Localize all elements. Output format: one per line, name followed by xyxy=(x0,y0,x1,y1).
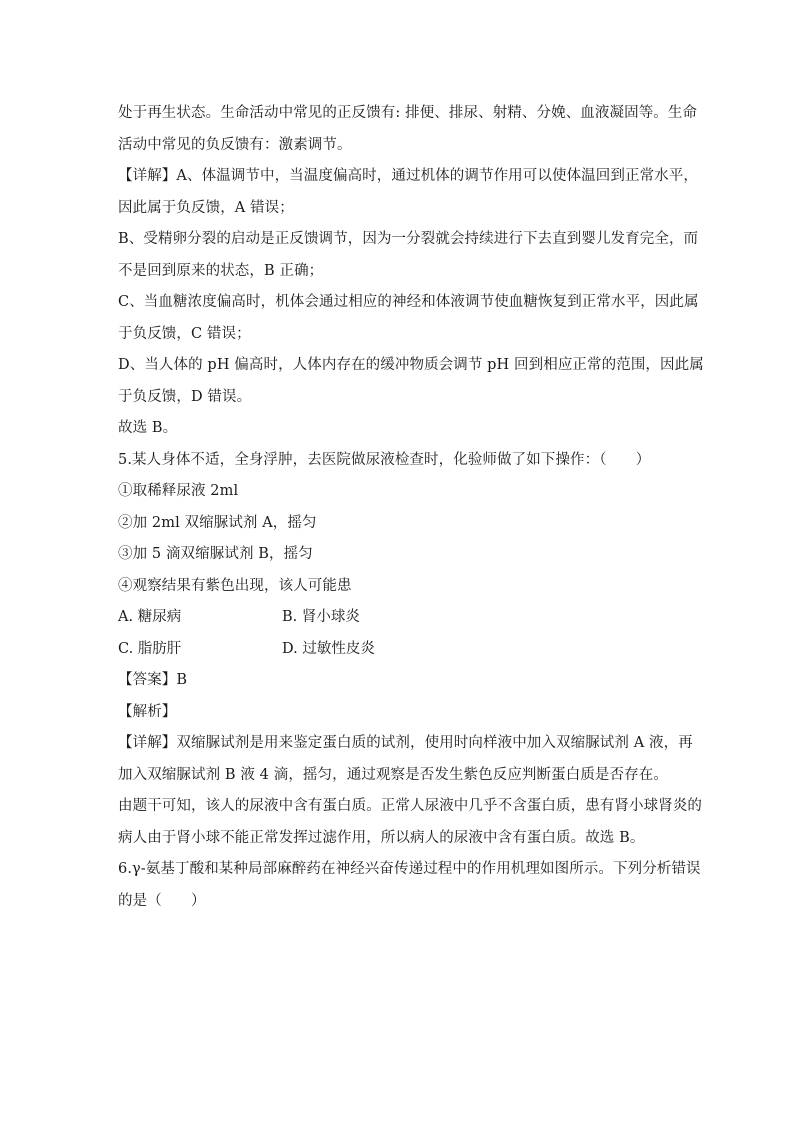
option-b: B. 肾小球炎 xyxy=(282,609,360,625)
step-1: ①取稀释尿液 2ml xyxy=(118,483,239,499)
text-line: 于负反馈，C 错误； xyxy=(118,325,251,342)
text-line: 病人由于肾小球不能正常发挥过滤作用，所以病人的尿液中含有蛋白质。故选 B。 xyxy=(118,829,645,846)
text-line: 由题干可知，该人的尿液中含有蛋白质。正常人尿液中几乎不含蛋白质，患有肾小球肾炎的 xyxy=(118,798,702,814)
text-line: 于负反馈，D 错误。 xyxy=(118,388,252,405)
text-line: 【详解】双缩脲试剂是用来鉴定蛋白质的试剂，使用时向样液中加入双缩脲试剂 A 液，再 xyxy=(118,735,693,751)
text-line: 因此属于负反馈，A 错误； xyxy=(118,199,294,216)
question-6-stem: 6.γ-氨基丁酸和某种局部麻醉药在神经兴奋传递过程中的作用机理如图所示。下列分析错误 xyxy=(118,861,701,877)
option-c: C. 脂肪肝 xyxy=(118,640,182,657)
step-3: ③加 5 滴双缩脲试剂 B，摇匀 xyxy=(118,546,313,562)
option-a: A. 糖尿病 xyxy=(118,609,182,625)
text-line: 不是回到原来的状态，B 正确； xyxy=(118,262,324,279)
text-line: D、当人体的 pH 偏高时，人体内存在的缓冲物质会调节 pH 回到相应正常的范围，因此属 xyxy=(118,357,704,373)
question-5-stem: 5.某人身体不适，全身浮肿，去医院做尿液检查时，化验师做了如下操作：（ ） xyxy=(118,451,651,468)
text-line: 【详解】A、体温调节中，当温度偏高时，通过机体的调节作用可以使体温回到正常水平， xyxy=(118,168,698,184)
step-2: ②加 2ml 双缩脲试剂 A，摇匀 xyxy=(118,514,317,531)
document-page xyxy=(118,98,704,917)
step-4: ④观察结果有紫色出现，该人可能患 xyxy=(118,577,352,594)
text-line: 活动中常见的负反馈有：激素调节。 xyxy=(118,136,352,153)
analysis-label: 【解析】 xyxy=(118,703,177,720)
question-6-stem-cont: 的是（ ） xyxy=(118,892,206,909)
text-line: C、当血糖浓度偏高时，机体会通过相应的神经和体液调节使血糖恢复到正常水平，因此属 xyxy=(118,294,699,310)
text-line: 处于再生状态。生命活动中常见的正反馈有: 排便、排尿、射精、分娩、血液凝固等。生命 xyxy=(118,105,698,121)
text-line: 加入双缩脲试剂 B 液 4 滴，摇匀，通过观察是否发生紫色反应判断蛋白质是否存在。 xyxy=(118,766,668,783)
options-row-2 xyxy=(118,634,678,666)
answer-label: 【答案】B xyxy=(118,672,188,688)
options-row-1 xyxy=(118,602,678,634)
option-d: D. 过敏性皮炎 xyxy=(282,640,375,657)
text-line: 故选 B。 xyxy=(118,420,178,436)
text-line: B、受精卵分裂的启动是正反馈调节，因为一分裂就会持续进行下去直到婴儿发育完全，而 xyxy=(118,231,699,247)
